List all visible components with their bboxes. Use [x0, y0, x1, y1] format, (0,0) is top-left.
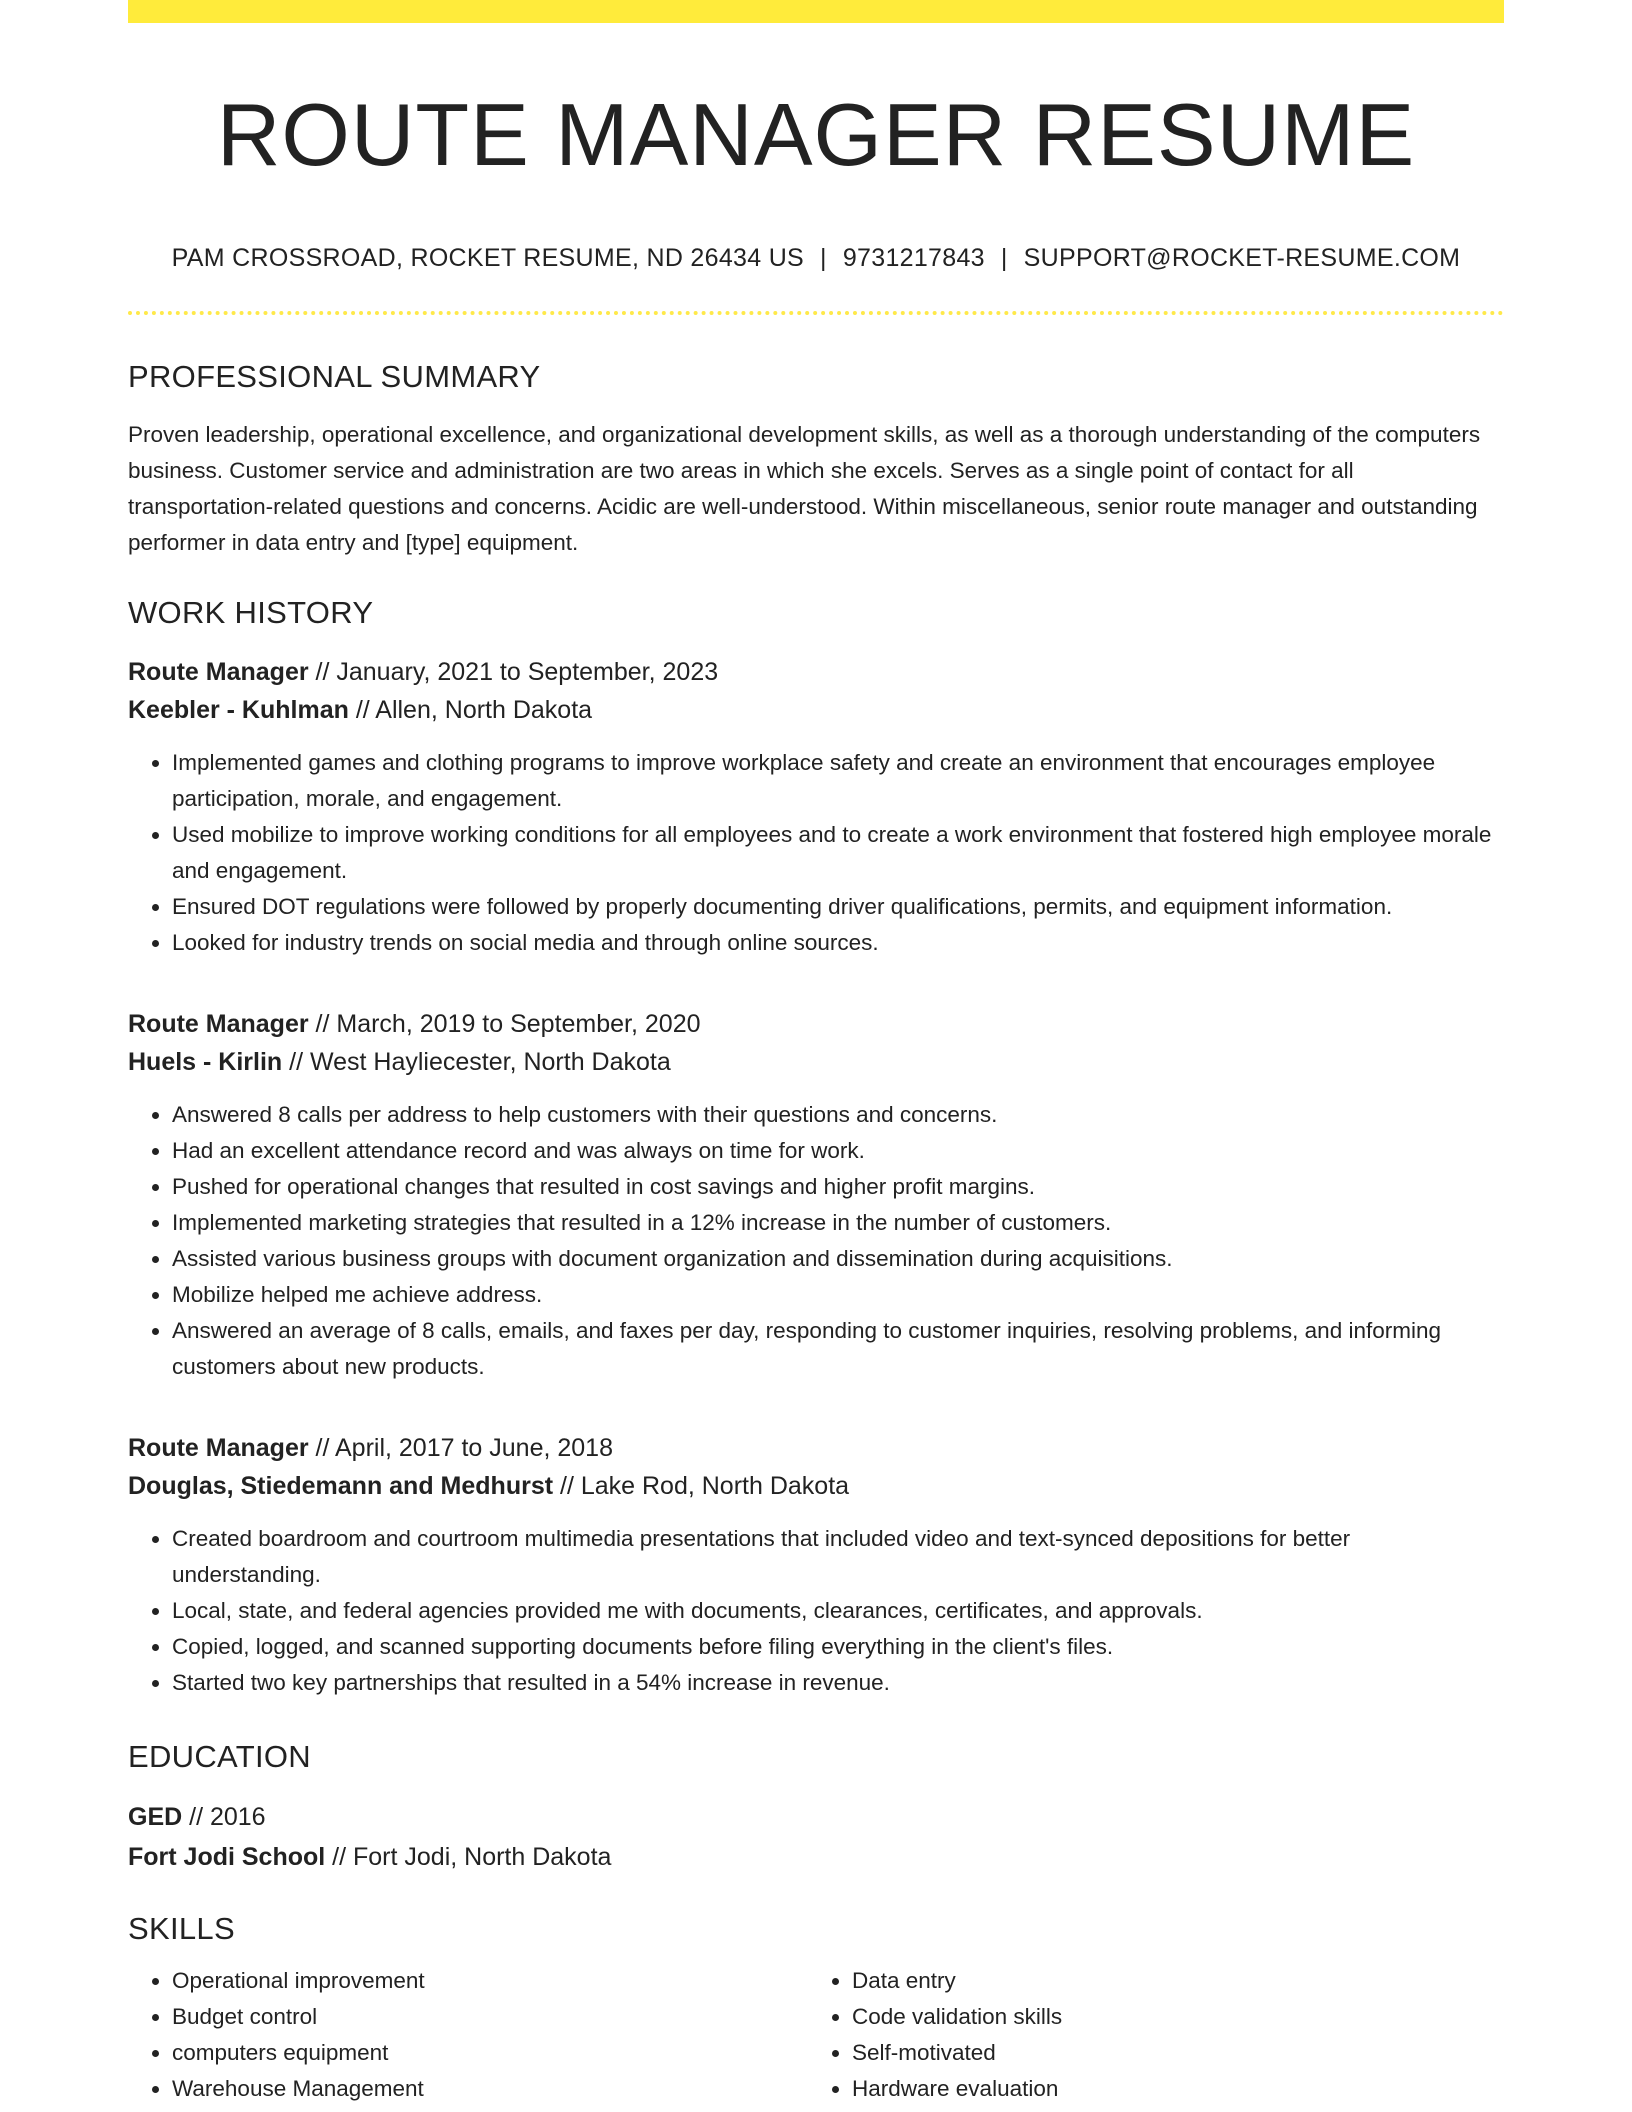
job-company: Douglas, Stiedemann and Medhurst [128, 1471, 554, 1500]
contact-email: SUPPORT@ROCKET-RESUME.COM [1023, 243, 1461, 272]
skill-item: • Code validation skills [852, 1999, 1488, 2035]
dotted-divider [128, 311, 1504, 315]
skill-item: • Hardware evaluation [852, 2071, 1488, 2107]
job-location: // Allen, North Dakota [348, 695, 593, 724]
job-bullet: • Pushed for operational changes that resulted in cost savings and higher profit margins. [172, 1169, 1504, 1205]
job-company-line [128, 1043, 1504, 1081]
job-bullet: • Copied, logged, and scanned supporting documents before filing everything in the client's files. [172, 1629, 1504, 1665]
contact-line [128, 244, 1504, 273]
job-company: Keebler - Kuhlman [128, 695, 349, 724]
job-bullet: • Implemented marketing strategies that resulted in a 12% increase in the number of customers. [172, 1205, 1504, 1241]
summary-heading: PROFESSIONAL SUMMARY [128, 358, 541, 394]
resume-title: ROUTE MANAGER RESUME [216, 85, 1416, 184]
job-bullet: • Assisted various business groups with document organization and dissemination during acquisitions. [172, 1241, 1504, 1277]
skill-item: • Operational improvement [172, 1963, 808, 1999]
job-bullet: • Started two key partnerships that resulted in a 54% increase in revenue. [172, 1665, 1504, 1701]
education-location: // Fort Jodi, North Dakota [325, 1842, 612, 1871]
job-location: // West Hayliecester, North Dakota [282, 1047, 671, 1076]
education-heading: EDUCATION [128, 1738, 311, 1774]
job-bullets [128, 745, 1504, 961]
skill-item: • Data entry [852, 1963, 1488, 1999]
skills-heading: SKILLS [128, 1910, 235, 1946]
job-company-line [128, 1467, 1504, 1505]
summary-text: Proven leadership, operational excellence, and organizational development skills, as well as a thorough understanding of the computers business. Customer service and administration are two areas in which she excels. Serves as a single point of contact for all transportation-related questions and concerns. Acidic are well-understood. Within miscellaneous, senior route manager and outstanding performer in data entry and [type] equipment. [128, 421, 1481, 555]
job-company: Huels - Kirlin [128, 1047, 283, 1076]
job-bullet: • Answered an average of 8 calls, emails, and faxes per day, responding to customer inquiries, resolving problems, and informing customers about new products. [172, 1313, 1504, 1385]
education-entry [128, 1797, 1504, 1877]
skills-list [128, 1963, 1504, 2107]
skill-item: • Budget control [172, 1999, 808, 2035]
job-title: Route Manager [128, 1009, 309, 1038]
job-dates: // January, 2021 to September, 2023 [308, 657, 719, 686]
education-degree: GED [128, 1802, 183, 1831]
education-school: Fort Jodi School [128, 1842, 326, 1871]
skills-column-left [128, 1963, 808, 2107]
job-bullet: • Mobilize helped me achieve address. [172, 1277, 1504, 1313]
work-history-list [128, 653, 1504, 1701]
job-bullet: • Answered 8 calls per address to help customers with their questions and concerns. [172, 1097, 1504, 1133]
contact-separator: | [820, 243, 827, 272]
education-school-line [128, 1837, 1504, 1877]
job-dates: // April, 2017 to June, 2018 [308, 1433, 613, 1462]
top-accent-bar [128, 0, 1504, 23]
skill-item: • Self-motivated [852, 2035, 1488, 2071]
contact-address: PAM CROSSROAD, ROCKET RESUME, ND 26434 US [171, 243, 805, 272]
job-bullet: • Implemented games and clothing programs to improve workplace safety and create an environment that encourages employee participation, morale, and engagement. [172, 745, 1504, 817]
skill-item: • Warehouse Management [172, 2071, 808, 2107]
job-bullet: • Used mobilize to improve working conditions for all employees and to create a work environment that fostered high employee morale and engagement. [172, 817, 1504, 889]
job-bullet: • Local, state, and federal agencies provided me with documents, clearances, certificates, and approvals. [172, 1593, 1504, 1629]
job-dates: // March, 2019 to September, 2020 [308, 1009, 701, 1038]
job-bullet: • Created boardroom and courtroom multimedia presentations that included video and text-synced depositions for better understanding. [172, 1521, 1504, 1593]
job-title: Route Manager [128, 1433, 309, 1462]
work-history-heading: WORK HISTORY [128, 594, 374, 630]
job-company-line [128, 691, 1504, 729]
skills-column-right [808, 1963, 1488, 2107]
contact-separator: | [1000, 243, 1008, 272]
skill-item: • computers equipment [172, 2035, 808, 2071]
job-bullet: • Looked for industry trends on social media and through online sources. [172, 925, 1504, 961]
job-title: Route Manager [128, 657, 309, 686]
job-bullets [128, 1521, 1504, 1701]
education-year: // 2016 [182, 1802, 266, 1831]
job-title-line [128, 653, 1504, 691]
job-entry [128, 1429, 1504, 1701]
job-bullets [128, 1097, 1504, 1385]
job-entry [128, 1005, 1504, 1385]
job-bullet: • Had an excellent attendance record and was always on time for work. [172, 1133, 1504, 1169]
job-bullet: • Ensured DOT regulations were followed by properly documenting driver qualifications, permits, and equipment information. [172, 889, 1504, 925]
education-degree-line [128, 1797, 1504, 1837]
job-title-line [128, 1005, 1504, 1043]
contact-phone: 9731217843 [842, 243, 985, 272]
job-entry [128, 653, 1504, 961]
job-title-line [128, 1429, 1504, 1467]
job-location: // Lake Rod, North Dakota [553, 1471, 850, 1500]
resume-page [128, 0, 1504, 2107]
